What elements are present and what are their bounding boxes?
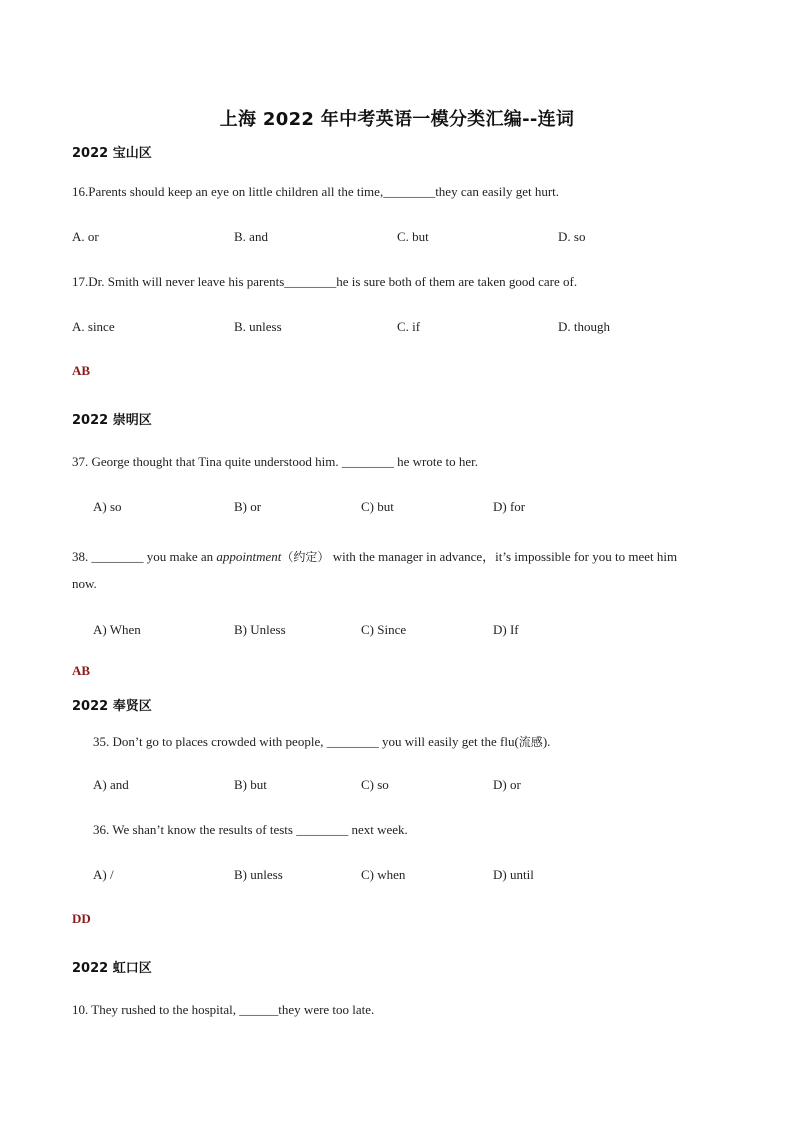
option-38-c: C) Since <box>361 622 407 637</box>
answer-baoshan: AB <box>72 363 91 378</box>
question-35-part1: 35. Don’t go to places crowded with people, ________ you will easily get the flu( <box>93 734 519 749</box>
section-heading-hongkou: 2022 虹口区 <box>72 961 152 976</box>
option-16-d: D. so <box>558 229 586 244</box>
question-17: 17.Dr. Smith will never leave his parents________he is sure both of them are taken good care of. <box>72 274 578 289</box>
question-38-part1: 38. ________ you make an <box>72 549 217 564</box>
answer-fengxian: DD <box>72 911 91 926</box>
option-37-a: A) so <box>93 499 122 514</box>
question-35-part2: ). <box>542 734 551 749</box>
question-38-chinese-note: （约定） <box>281 550 330 564</box>
question-35 <box>93 733 550 750</box>
option-36-c: C) when <box>361 867 406 882</box>
option-35-b: B) but <box>234 777 267 792</box>
option-37-c: C) but <box>361 499 394 514</box>
section-heading-baoshan: 2022 宝山区 <box>72 146 152 161</box>
question-35-chinese-note: 流感 <box>518 735 543 749</box>
option-16-a: A. or <box>72 229 99 244</box>
option-17-a: A. since <box>72 319 115 334</box>
question-10: 10. They rushed to the hospital, ______they were too late. <box>72 1002 375 1017</box>
page-title: 上海 2022 年中考英语一模分类汇编--连词 <box>219 109 575 130</box>
section-heading-chongming: 2022 崇明区 <box>72 413 152 428</box>
option-16-c: C. but <box>397 229 429 244</box>
option-35-d: D) or <box>493 777 521 792</box>
answer-chongming: AB <box>72 663 91 678</box>
option-17-c: C. if <box>397 319 421 334</box>
question-38-part2: with the manager in advance，it’s impossible for you to meet him <box>329 549 678 564</box>
option-36-d: D) until <box>493 867 534 882</box>
option-38-b: B) Unless <box>234 622 286 637</box>
option-16-b: B. and <box>234 229 268 244</box>
option-17-d: D. though <box>558 319 610 334</box>
option-37-b: B) or <box>234 499 262 514</box>
option-35-a: A) and <box>93 777 129 792</box>
option-38-a: A) When <box>93 622 141 637</box>
section-heading-fengxian: 2022 奉贤区 <box>72 699 152 714</box>
option-36-b: B) unless <box>234 867 283 882</box>
option-37-d: D) for <box>493 499 526 514</box>
option-36-a: A) / <box>93 867 114 882</box>
option-38-d: D) If <box>493 622 519 637</box>
option-17-b: B. unless <box>234 319 282 334</box>
question-38-italic-word: appointment <box>216 549 282 564</box>
question-16: 16.Parents should keep an eye on little children all the time,________they can easily get hurt. <box>72 184 560 199</box>
question-36: 36. We shan’t know the results of tests ________ next week. <box>93 822 408 837</box>
question-37: 37. George thought that Tina quite understood him. ________ he wrote to her. <box>72 454 478 469</box>
option-35-c: C) so <box>361 777 389 792</box>
question-38 <box>72 546 677 565</box>
question-38-continuation: now. <box>72 576 97 591</box>
